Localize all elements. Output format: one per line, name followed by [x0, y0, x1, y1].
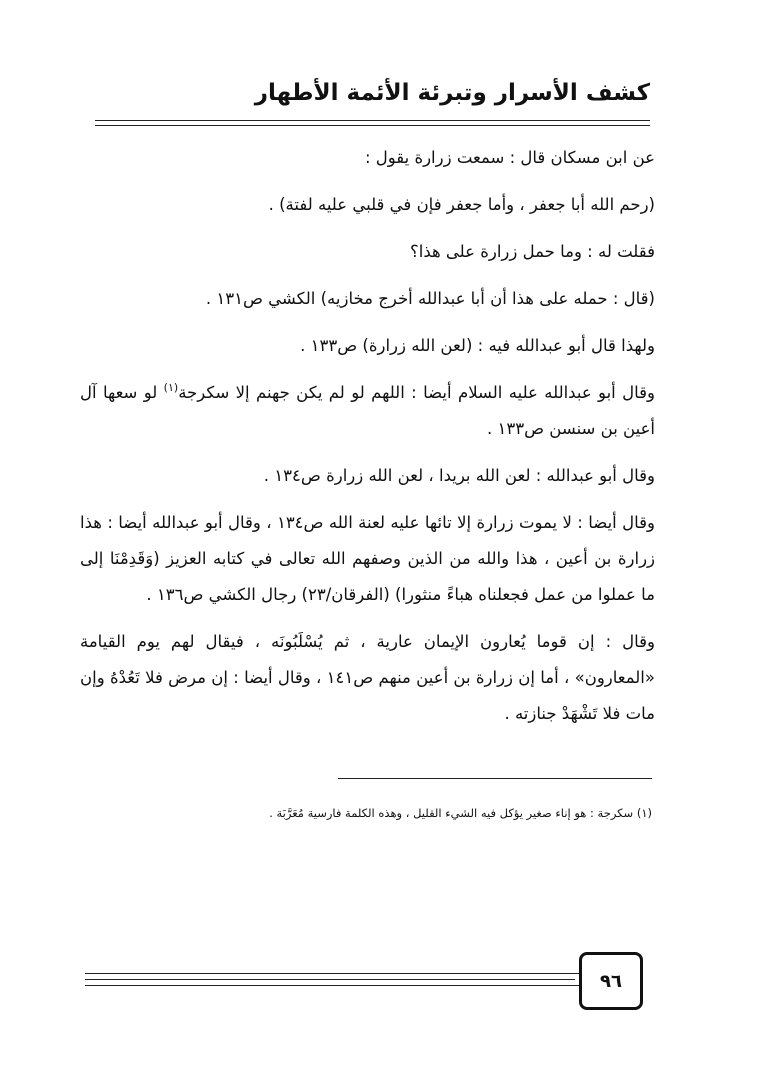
footer-rule-bottom — [85, 985, 575, 986]
page-number: ٩٦ — [600, 970, 622, 992]
paragraph-7: وقال أبو عبدالله : لعن الله بريدا ، لعن الله زرارة ص١٣٤ . — [263, 466, 655, 485]
header-rule-top — [95, 120, 650, 121]
paragraph-6-continuation: لو سعها آل أعين بن سنسن ص١٣٣ . — [80, 383, 655, 438]
footer-rule-top — [85, 973, 575, 974]
paragraph-5: ولهذا قال أبو عبدالله فيه : (لعن الله زرارة) ص١٣٣ . — [300, 336, 655, 355]
footnote-reference: (١) — [163, 381, 179, 394]
footnote-separator — [338, 778, 652, 779]
paragraph-6-text: وقال أبو عبدالله عليه السلام أيضا : اللهم لو لم يكن جهنم إلا سكرجة — [178, 383, 655, 402]
body-text — [80, 140, 655, 732]
header-rule-bottom — [95, 125, 650, 126]
paragraph-9: وقال : إن قوما يُعارون الإيمان عارية ، ثم يُسْلَبُونَه ، فيقال لهم يوم القيامة «المعارون» ، أما إن زرارة بن أعين منهم ص١٤١ ، وقال أيضا : إن مرض فلا تَعُدْهُ وإن مات فلا تَشْهَدْ جنازته . — [80, 632, 655, 723]
page-number-box — [579, 952, 643, 1010]
page-header — [95, 76, 650, 122]
page-footer — [85, 952, 655, 1010]
paragraph-2: (رحم الله أبا جعفر ، وأما جعفر فإن في قلبي عليه لفتة) . — [268, 195, 655, 214]
running-title: كشف الأسرار وتبرئة الأئمة الأطهار — [254, 80, 650, 106]
paragraph-1: عن ابن مسكان قال : سمعت زرارة يقول : — [364, 148, 655, 167]
footnote: (١) سكرجة : هو إناء صغير يؤكل فيه الشيء القليل ، وهذه الكلمة فارسية مُعَرَّبَة . — [269, 806, 652, 820]
paragraph-4: (قال : حمله على هذا أن أبا عبدالله أخرج مخازيه) الكشي ص١٣١ . — [205, 289, 655, 308]
paragraph-6 — [80, 375, 655, 447]
paragraph-3: فقلت له : وما حمل زرارة على هذا؟ — [409, 242, 655, 261]
footer-rule-middle — [85, 979, 575, 980]
paragraph-8: وقال أيضا : لا يموت زرارة إلا تائها عليه لعنة الله ص١٣٤ ، وقال أبو عبدالله أيضا : هذا زرارة بن أعين ، هذا والله من الذين وصفهم الله تعالى في كتابه العزيز (وَقَدِمْنَا إلى ما عملوا من عمل فجعلناه هباءً منثورا) (الفرقان/٢٣) رجال الكشي ص١٣٦ . — [80, 513, 655, 604]
